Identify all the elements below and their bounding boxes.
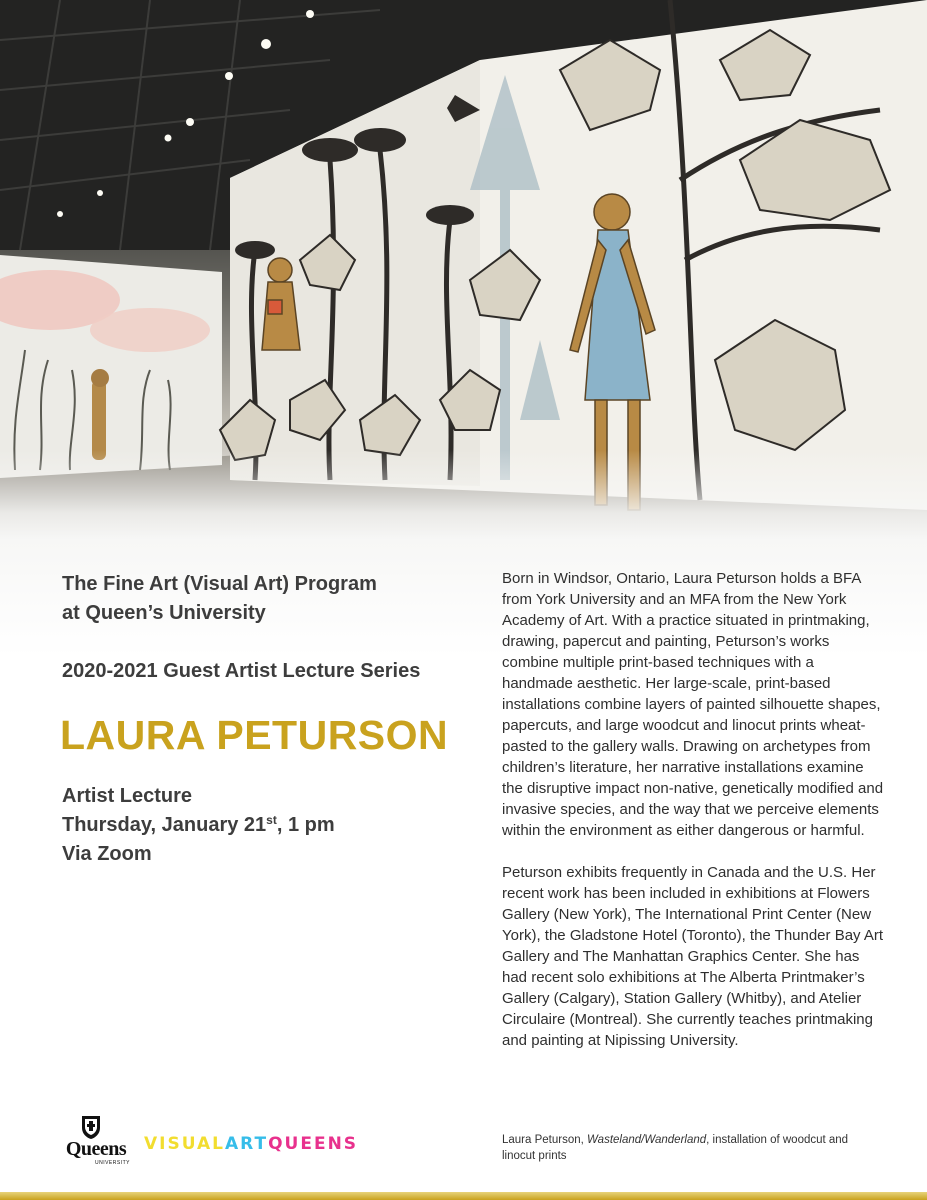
caption-title: Wasteland/Wanderland <box>587 1134 707 1146</box>
queens-university-logo <box>58 1114 134 1170</box>
caption-rest: , installation of woodcut and linocut prints <box>502 1134 849 1162</box>
va-logo-queens: QUEENS <box>268 1134 359 1154</box>
event-date <box>62 811 482 840</box>
artist-name: LAURA PETURSON <box>60 712 449 758</box>
event-type: Artist Lecture <box>62 785 193 807</box>
program-heading <box>62 570 482 628</box>
crest-icon <box>80 1114 102 1140</box>
page-body <box>0 540 927 1192</box>
image-caption <box>502 1132 882 1164</box>
bio-paragraph-1: Born in Windsor, Ontario, Laura Peturson holds a BFA from York University and an MFA from the New York Academy of Art. With a practice situated in printmaking, drawing, papercut and painting, Peturson’s works combine multiple print-based techniques with a handmade aesthetic. Her large-scale, print-based installations combine layers of painted silhouette shapes, papercuts, and large woodcut and linocut prints wheat-pasted to the gallery walls. Drawing on archetypes from children’s literature, her narrative installations examine the disruptive impact non-native, genetically modified and invasive species, and the way that we perceive elements within the environment as either dangerous or harmful. <box>502 570 884 839</box>
hero-photo <box>0 0 927 540</box>
program-line-1: The Fine Art (Visual Art) Program <box>62 573 377 595</box>
va-logo-visual: VISUAL <box>144 1134 225 1154</box>
bio-paragraph-2: Peturson exhibits frequently in Canada and the U.S. Her recent work has been included in exhibitions at Flowers Gallery (New York), The International Print Center (New York), the Gladstone Hotel (Toronto), the Thunder Bay Art Gallery and The Manhattan Graphics Center. She has had recent solo exhibitions at The Alberta Printmaker’s Gallery (Calgary), Station Gallery (Whitby), and Atelier Circulaire (Montreal). She currently teaches printmaking and painting at Nipissing University. <box>502 864 884 1049</box>
bottom-accent-bar <box>0 1192 927 1200</box>
artist-bio <box>502 568 887 1051</box>
queens-wordmark: Queens <box>65 1138 127 1160</box>
hero-fade-overlay <box>0 450 927 540</box>
caption-artist: Laura Peturson, <box>502 1134 588 1146</box>
lecture-series-title: 2020-2021 Guest Artist Lecture Series <box>62 660 421 682</box>
event-location: Via Zoom <box>62 843 152 865</box>
va-logo-art: ART <box>225 1134 269 1154</box>
event-date-suffix: st <box>266 813 277 827</box>
event-time: , 1 pm <box>276 814 335 836</box>
queens-wordmark-sub: UNIVERSITY <box>94 1160 130 1166</box>
program-line-2: at Queen’s University <box>62 602 266 624</box>
event-details <box>62 782 482 869</box>
visual-art-queens-logo <box>144 1134 358 1158</box>
event-date-prefix: Thursday, January 21 <box>62 814 267 836</box>
